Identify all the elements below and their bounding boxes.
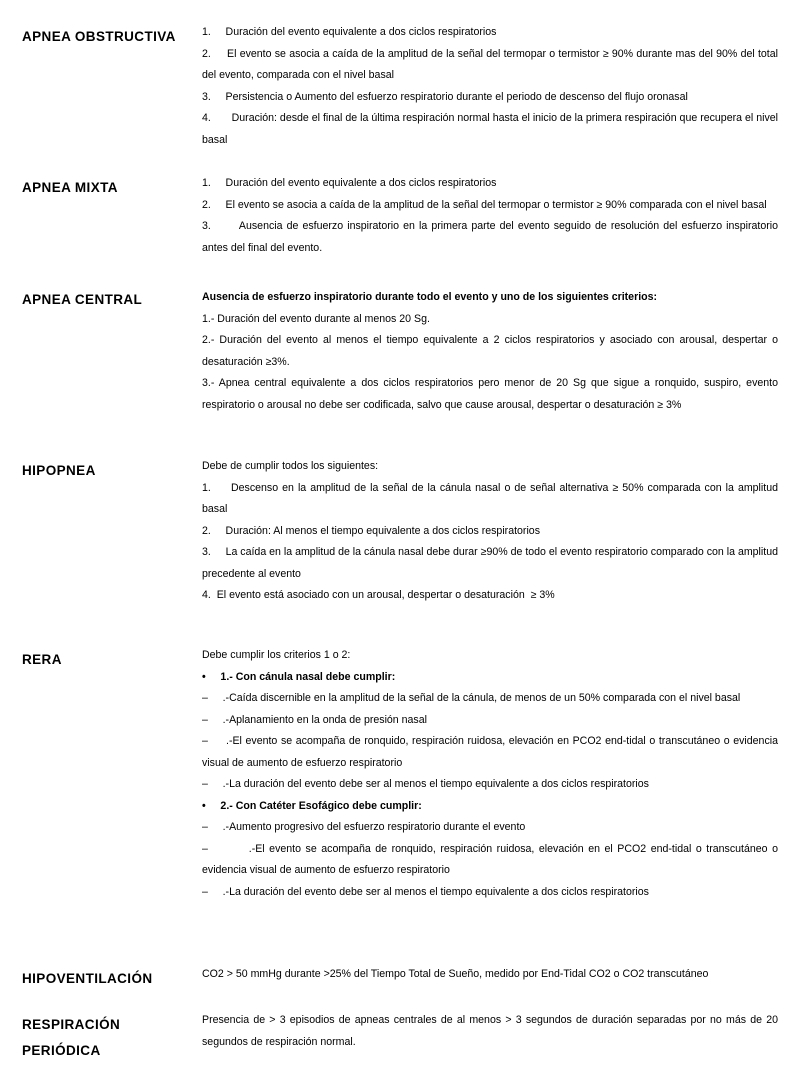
criterion-line: 3. La caída en la amplitud de la cánula nasal debe durar ≥90% de todo el evento respiratorio comparado con la amplitud precedente al evento — [202, 546, 778, 580]
criterion-line: – .-La duración del evento debe ser al menos el tiempo equivalente a dos ciclos respiratorios — [202, 778, 649, 790]
group-heading-canula: • 1.- Con cánula nasal debe cumplir: — [202, 670, 396, 683]
criterion-line: – .-La duración del evento debe ser al menos el tiempo equivalente a dos ciclos respiratorios — [202, 885, 649, 898]
term-heading: HIPOPNEA — [22, 463, 96, 478]
criterion-line: 3.- Apnea central equivalente a dos ciclos respiratorios pero menor de 20 Sg que sigue a ronquido, suspiro, evento respiratorio o arousal no debe ser codificada, salvo que cause arousal, despertar o desaturación ≥ 3% — [202, 377, 778, 411]
criterion-line: 1. Descenso en la amplitud de la señal de la cánula nasal o de señal alternativa ≥ 50% comparada con la amplitud basal — [202, 481, 778, 515]
definition — [202, 964, 778, 986]
intro-line: Debe de cumplir todos los siguientes: — [202, 460, 379, 472]
criterion-line: 1. Duración del evento equivalente a dos ciclos respiratorios — [202, 177, 497, 189]
term-heading: APNEA MIXTA — [22, 180, 118, 195]
definition — [202, 173, 778, 259]
definition — [202, 22, 778, 151]
criterion-line: 1. Duración del evento equivalente a dos ciclos respiratorios — [202, 26, 497, 38]
criterion-line: 2. Duración: Al menos el tiempo equivalente a dos ciclos respiratorios — [202, 524, 540, 537]
criterion-line: – .-Aumento progresivo del esfuerzo respiratorio durante el evento — [202, 821, 526, 833]
term-heading: HIPOVENTILACIÓN — [22, 971, 153, 986]
criterion-line: CO2 > 50 mmHg durante >25% del Tiempo Total de Sueño, medido por End-Tidal CO2 o CO2 transcutáneo — [202, 968, 709, 980]
definition — [202, 287, 778, 416]
definition — [202, 456, 778, 607]
group-heading-cateter: • 2.- Con Catéter Esofágico debe cumplir: — [202, 799, 422, 812]
criterion-line: 4. Duración: desde el final de la última respiración normal hasta el inicio de la primera respiración que recupera el nivel basal — [202, 112, 778, 146]
criterion-line: 3. Ausencia de esfuerzo inspiratorio en la primera parte del evento seguido de resolución del esfuerzo inspiratorio antes del final del evento. — [202, 220, 778, 254]
criterion-line: 2.- Duración del evento al menos el tiempo equivalente a 2 ciclos respiratorios y asociado con arousal, despertar o desaturación ≥3%. — [202, 334, 778, 368]
intro-line: Debe cumplir los criterios 1 o 2: — [202, 649, 351, 661]
definition — [202, 645, 778, 903]
definition — [202, 1010, 778, 1053]
criterion-line: – .-Aplanamiento en la onda de presión nasal — [202, 713, 427, 726]
term-heading: APNEA OBSTRUCTIVA — [22, 29, 176, 44]
criterion-line: 2. El evento se asocia a caída de la amplitud de la señal del termopar o termistor ≥ 90% durante mas del 90% del total del evento, comparada con el nivel basal — [202, 47, 778, 81]
criterion-line: – .-El evento se acompaña de ronquido, respiración ruidosa, elevación en el PCO2 end-tidal o transcutáneo o evidencia visual de aumento de esfuerzo respiratorio — [202, 842, 778, 876]
term-heading: APNEA CENTRAL — [22, 292, 143, 307]
term-heading: RERA — [22, 652, 62, 667]
term-heading: RESPIRACIÓN PERIÓDICA — [22, 1017, 121, 1058]
criterion-line: – .-Caída discernible en la amplitud de la señal de la cánula, de menos de un 50% comparada con el nivel basal — [202, 692, 741, 704]
criterion-line: 2. El evento se asocia a caída de la amplitud de la señal del termopar o termistor ≥ 90% comparada con el nivel basal — [202, 198, 767, 211]
criterion-line: 3. Persistencia o Aumento del esfuerzo respiratorio durante el periodo de descenso del flujo oronasal — [202, 90, 688, 103]
criterion-line: Presencia de > 3 episodios de apneas centrales de al menos > 3 segundos de duración separadas por no más de 20 segundos de respiración normal. — [202, 1014, 778, 1048]
criterion-line: 4. El evento está asociado con un arousal, despertar o desaturación ≥ 3% — [202, 589, 555, 601]
criteria-heading: Ausencia de esfuerzo inspiratorio durante todo el evento y uno de los siguientes criterios: — [202, 291, 658, 303]
criterion-line: – .-El evento se acompaña de ronquido, respiración ruidosa, elevación en PCO2 end-tidal o transcutáneo o evidencia visual de aumento de esfuerzo respiratorio — [202, 735, 778, 769]
criterion-line: 1.- Duración del evento durante al menos 20 Sg. — [202, 312, 430, 325]
